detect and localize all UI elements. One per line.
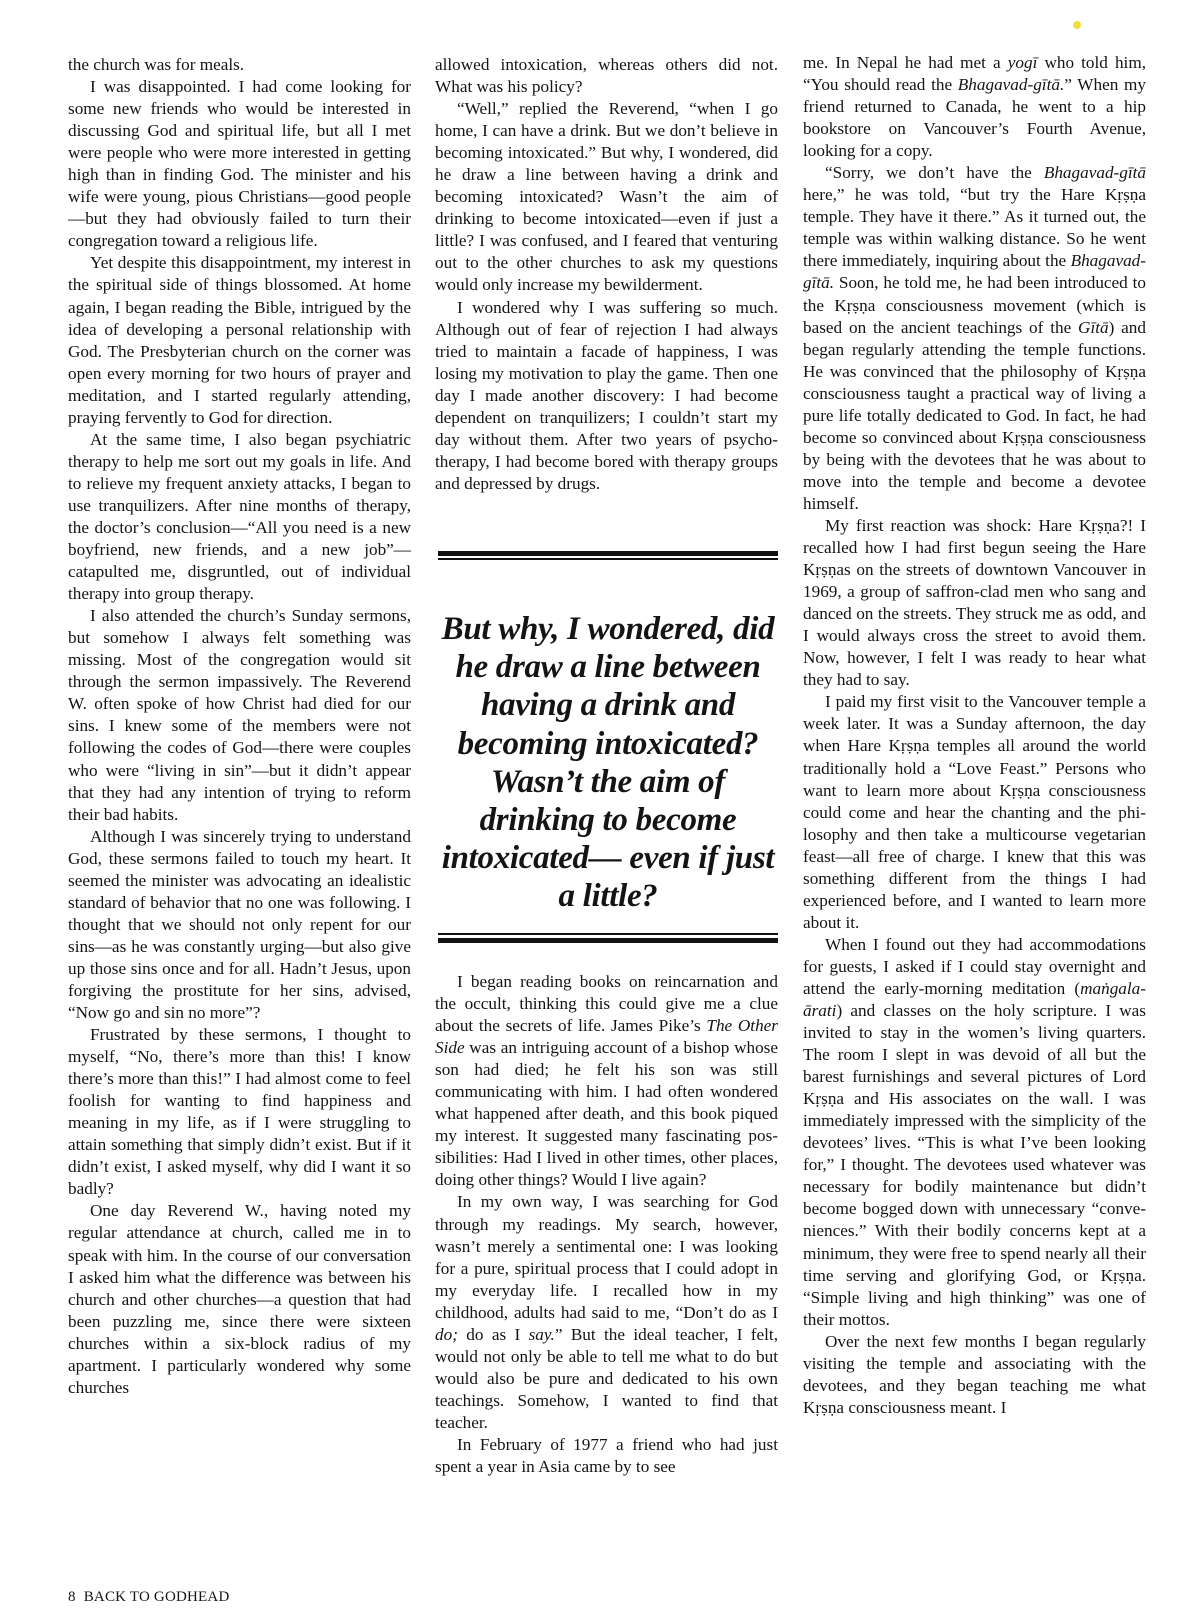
text-run: ) and classes on the holy scripture. I was invited to stay in the women’s living quarters. The room I slept in was devoid of all but the barest furnishings and several pictures of Lord Kṛṣṇa and His associates on the wall. I was immediately impressed with the simplicity of the devotees’ lives. “This is what I’ve been looking for,” I thought. The devotees used whatever was necessary for bodily maintenance but didn’t become bogged down with unnecessary “conveniences.” With their bodily concerns kept at a minimum, they were free to spend nearly all their time serving and glorifying God, or Kṛṣṇa. “Simple living and high thinking” was one of their mottos. xyxy=(803,1001,1146,1329)
book-title: Gītā xyxy=(1078,317,1109,337)
text-run: In my own way, I was searching for God through my readings. My search, however, wasn’t merely a sentimental one: I was looking for a pure, spiritual process that I could adopt in my everyday life. I recalled how in my childhood, adults had said to me, “Don’t do as I xyxy=(435,1192,778,1322)
text-run: ” When my friend returned to Canada, he went to a hip bookstore on Vancouver’s Fourth Avenue, looking for a copy. xyxy=(803,75,1147,161)
paragraph: the church was for meals. xyxy=(68,55,245,74)
text-run: ” But the ideal teacher, I felt, would not only be able to tell me what to do but would also be pure and dedicated to his own teachings. Somehow, I wanted to find that teacher. xyxy=(435,1324,779,1432)
paragraph: I was disappointed. I had come looking for some new friends who would be interested in discussing God and spiritual life, but all I met were people who were more interested in getting high than in finding God. The minister and his wife were young, pious Christians—good people—but they had obviously failed to turn their congregation toward a religious life. xyxy=(68,77,411,251)
paragraph: Although I was sincerely trying to understand God, these sermons failed to touch my heart. It seemed the minister was advocating an idealistic standard of behavior that no one was following. I thought that we should not only repent for our sins—as he was constantly urging—but also give up those sins once and for all. Hadn’t Jesus, upon forgiving the prostitute for her sins, advised, “Now go and sin no more”? xyxy=(68,826,411,1023)
pull-quote-rule-top-thin xyxy=(438,558,778,560)
text-run: ) and began regularly attending the temple functions. He was convinced that the philosophy of Kṛṣṇa consciousness taught a practical way of living a pure life totally dedicated to God. In fact, he had become so convinced about Kṛṣṇa consciousness by being with the devotees that he was about to move into the temple and become a devotee himself. xyxy=(803,317,1146,513)
book-title: Bhagavad-gītā. xyxy=(803,251,1146,293)
pull-quote-rule-bottom-thin xyxy=(438,933,778,935)
book-title: The Other Side xyxy=(435,1016,778,1058)
paragraph xyxy=(803,162,1146,515)
page-footer xyxy=(68,1589,230,1606)
emphasis: maṅgala-ārati xyxy=(803,978,1146,1021)
book-title: Bhagavad-gītā. xyxy=(957,75,1065,95)
text-run: I began reading books on reincarnation and the occult, thinking this could give me a clue about the secrets of life. James Pike’s xyxy=(435,972,778,1036)
text-run: here,” he was told, “but try the Hare Kṛṣṇa temple. They have it there.” As it turned out, the temple was within walking distance. So he went there immediately, inquiring about the xyxy=(803,185,1146,271)
column-2-bottom xyxy=(435,971,778,1478)
paragraph: My first reaction was shock: Hare Kṛṣṇa?! I recalled how I had first begun seeing the Hare Kṛṣṇas on the streets of downtown Vancouver in 1969, a group of saffron-clad men who sang and danced on the streets. They struck me as odd, and I would always cross the street to avoid them. Now, however, I felt I was ready to hear what they had to say. xyxy=(803,515,1146,690)
column-3 xyxy=(803,52,1146,1419)
emphasis: do; xyxy=(435,1324,458,1344)
paragraph: In February of 1977 a friend who had just spent a year in Asia came by to see xyxy=(435,1434,778,1477)
book-title: Bhagavad-gītā xyxy=(1043,163,1146,183)
paragraph: Frustrated by these sermons, I thought to myself, “No, there’s more than this! I know there’s more than this!” I had almost come to feel foolish for wanting to find happiness and meaning in my life, as if I were struggling to attain something that simply didn’t exist. But if it didn’t exist, I asked myself, why did I want it so badly? xyxy=(68,1025,411,1199)
paragraph: I also attended the church’s Sunday sermons, but somehow I always felt something was missing. Most of the congregation would sit through the sermon impassively. The Reverend W. often spoke of how Christ had died for our sins. I knew some of the members were not following the codes of God—there were couples who were “living in sin”—but it didn’t appear that they had any intention of trying to reform their bad habits. xyxy=(68,606,411,824)
text-run: Soon, he told me, he had been introduced to the Kṛṣṇa consciousness movement (which is based on the ancient teachings of the xyxy=(803,273,1146,337)
text-run: who told him, “You should read the xyxy=(803,53,1146,95)
paragraph: I paid my first visit to the Vancouver temple a week later. It was a Sunday afternoon, the day when Hare Kṛṣṇa temples all around the world traditionally hold a “Love Feast.” Persons who want to learn more about Kṛṣṇa consciousness could come and hear the chanting and the philosophy and then take a multicourse vegetarian feast—all free of charge. I knew that this was something different from the things I had experienced before, and I wanted to learn more about it. xyxy=(803,692,1146,932)
paragraph: Yet despite this disappointment, my interest in the spiritual side of things blossomed. At home again, I began reading the Bible, intrigued by the idea of developing a personal relationship with God. The Presbyterian church on the corner was open every morning for two hours of prayer and meditation, and I started regularly attending, praying fervently to God for direction. xyxy=(68,253,411,427)
paragraph: “Well,” replied the Reverend, “when I go home, I can have a drink. But we don’t believe in becoming intoxicated.” But why, I wondered, did he draw a line between having a drink and becoming intoxicated? Wasn’t the aim of drinking to become intoxicated—even if just a little? I was confused, and I feared that venturing out to the other churches to ask my questions would only increase my bewilderment. xyxy=(435,99,778,295)
text-run: “Sorry, we don’t have the xyxy=(825,163,1044,183)
paragraph xyxy=(435,971,778,1191)
text-run: When I found out they had accommodations for guests, I asked if I could stay overnight and attend the early-morning meditation ( xyxy=(803,934,1146,998)
paragraph: Over the next few months I began regularly visiting the temple and associating with the devotees, and they began teaching me what Kṛṣṇa consciousness meant. I xyxy=(803,1331,1146,1417)
pull-quote: But why, I wondered, did he draw a line between having a drink and becoming intoxicated? Wasn’t the aim of drinking to become intoxicated— even if just a little? xyxy=(441,611,775,915)
paragraph xyxy=(803,934,1146,1331)
yellow-dot xyxy=(1073,21,1081,29)
pull-quote-rule-top xyxy=(438,551,778,556)
emphasis: say. xyxy=(528,1324,555,1344)
pull-quote-rule-bottom xyxy=(438,938,778,943)
paragraph xyxy=(803,52,1146,162)
text-run: was an intriguing account of a bishop whose son had died; he felt his son was still communicating with him. I had often wondered what happened after death, and this book piqued my interest. It suggested many fascinating possibilities: Had I lived in other times, other places, doing other things? Would I live again? xyxy=(435,1038,778,1190)
column-1 xyxy=(68,54,411,1399)
column-2-top xyxy=(435,54,778,495)
paragraph: At the same time, I also began psychiatric therapy to help me sort out my goals in life. And to relieve my frequent anxiety attacks, I began to use tranquilizers. After nine months of therapy, the doctor’s conclusion—“All you need is a new boyfriend, new friends, and a new job”— catapulted me, disgruntled, out of individual therapy into group therapy. xyxy=(68,429,411,604)
emphasis: yogī xyxy=(1007,53,1038,72)
text-run: do as I xyxy=(457,1324,529,1344)
page-number: 8 xyxy=(68,1589,76,1605)
paragraph: One day Reverend W., having noted my regular attendance at church, called me in to speak with him. In the course of our conversation I asked him what the difference was between his church and other churches—a question that had been puzzling me, since there were sixteen churches within a six-block radius of my apartment. I particularly wondered why some churches xyxy=(68,1201,411,1397)
text-run: me. In Nepal he had met a xyxy=(803,53,1008,72)
paragraph xyxy=(435,1191,778,1434)
magazine-title: BACK TO GODHEAD xyxy=(83,1589,230,1605)
paragraph: I wondered why I was suffering so much. Although out of fear of rejection I had always tried to maintain a facade of happiness, I was losing my motivation to play the game. Then one day I made another discovery: I had become dependent on tranquilizers; I couldn’t start my day without them. After two years of psychotherapy, I had become bored with therapy groups and depressed by drugs. xyxy=(435,297,778,493)
paragraph: allowed intoxication, whereas others did not. What was his policy? xyxy=(435,55,778,97)
